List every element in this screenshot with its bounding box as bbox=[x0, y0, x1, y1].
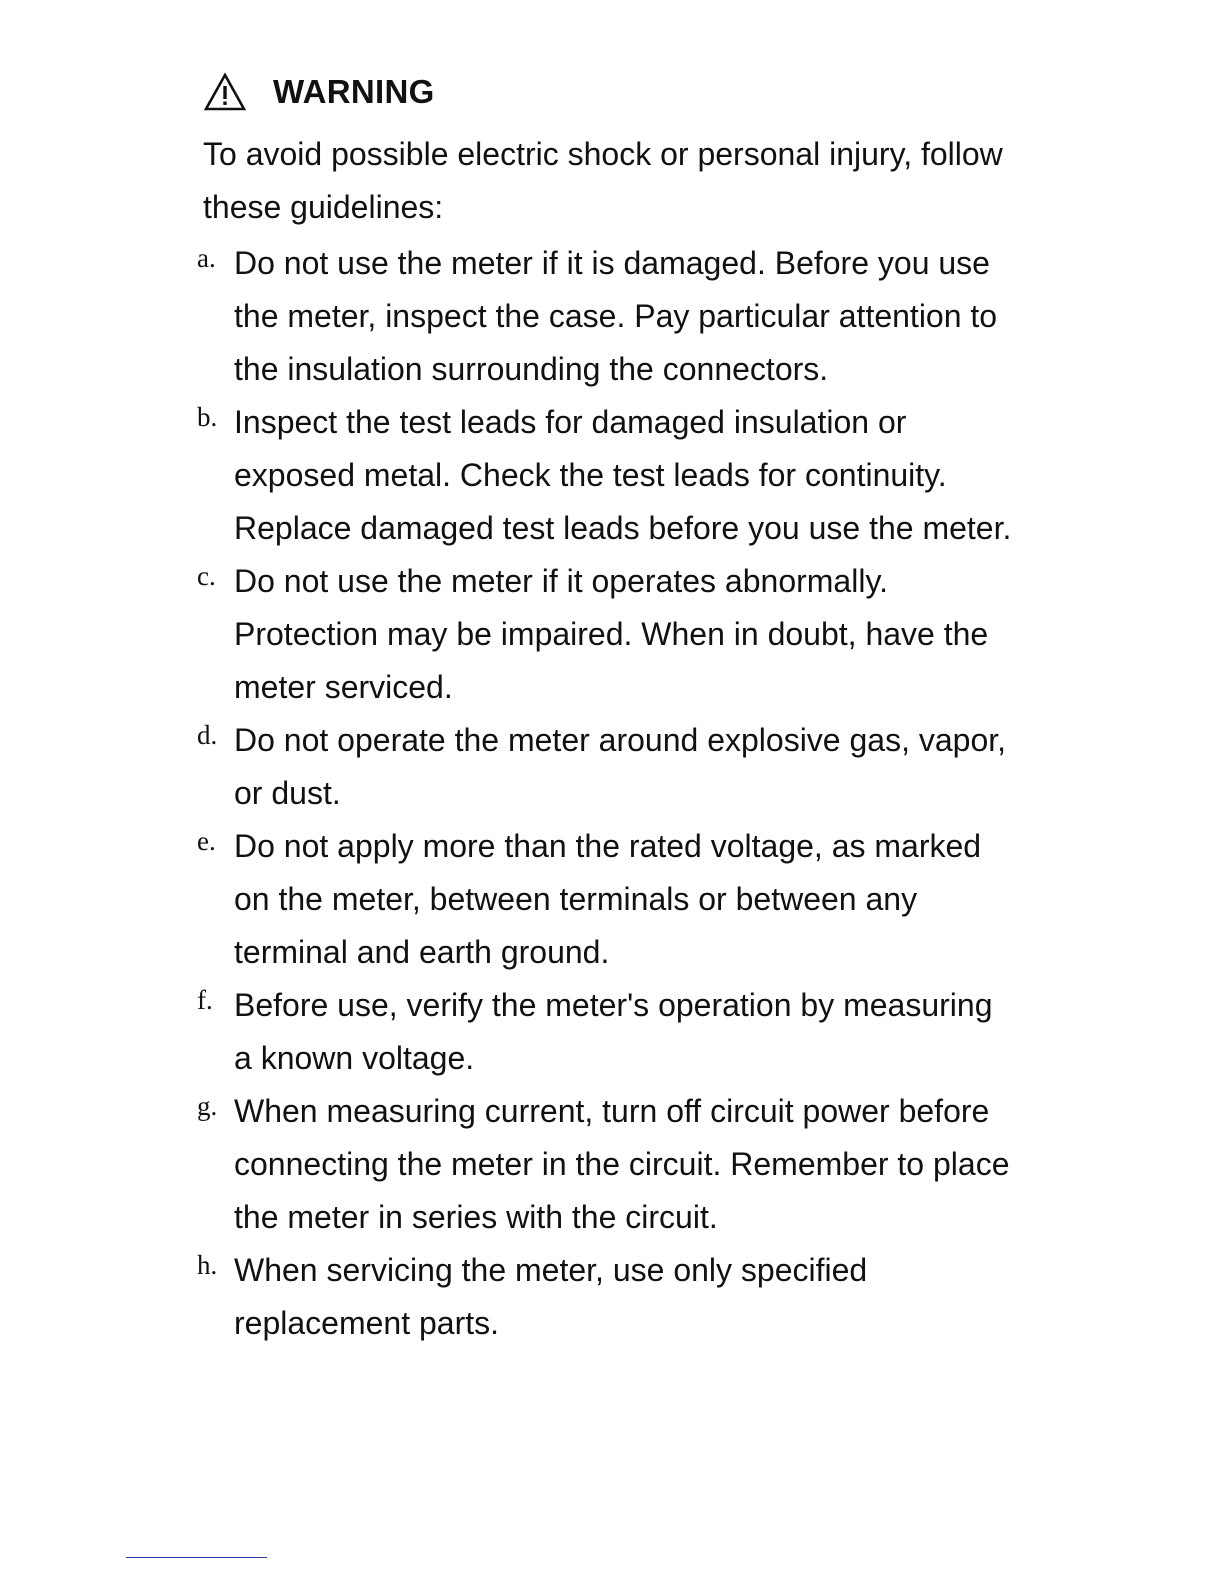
guideline-item bbox=[0, 979, 1224, 1085]
footer-rule bbox=[126, 1557, 267, 1558]
guideline-marker: c. bbox=[197, 561, 216, 591]
guidelines-list bbox=[0, 237, 1224, 1350]
guideline-text: Do not operate the meter around explosive gas, vapor, or dust. bbox=[234, 722, 1007, 811]
guideline-item bbox=[0, 1085, 1224, 1244]
guideline-item bbox=[0, 1244, 1224, 1350]
warning-title: WARNING bbox=[273, 73, 435, 110]
guideline-text: Do not use the meter if it operates abnormally. Protection may be impaired. When in doubt, have the meter serviced. bbox=[234, 563, 989, 705]
guideline-item bbox=[0, 714, 1224, 820]
guideline-marker: g. bbox=[197, 1091, 218, 1121]
guideline-text: Do not use the meter if it is damaged. Before you use the meter, inspect the case. Pay particular attention to the insulation surrounding the connectors. bbox=[234, 245, 998, 387]
warning-header bbox=[203, 64, 435, 120]
guideline-marker: e. bbox=[197, 826, 216, 856]
guideline-item bbox=[0, 820, 1224, 979]
guideline-marker: f. bbox=[197, 985, 213, 1015]
guideline-item bbox=[0, 237, 1224, 396]
guideline-marker: d. bbox=[197, 720, 218, 750]
guideline-text: Before use, verify the meter's operation by measuring a known voltage. bbox=[234, 987, 993, 1076]
guideline-marker: a. bbox=[197, 243, 216, 273]
guideline-text: Do not apply more than the rated voltage, as marked on the meter, between terminals or between any terminal and earth ground. bbox=[234, 828, 982, 970]
warning-intro: To avoid possible electric shock or personal injury, follow these guidelines: bbox=[203, 136, 1003, 225]
guideline-text: When servicing the meter, use only specified replacement parts. bbox=[234, 1252, 868, 1341]
guideline-item bbox=[0, 555, 1224, 714]
guideline-item bbox=[0, 396, 1224, 555]
warning-triangle-icon bbox=[203, 72, 273, 112]
guideline-marker: b. bbox=[197, 402, 218, 432]
guideline-text: Inspect the test leads for damaged insulation or exposed metal. Check the test leads for continuity. Replace damaged test leads before you use the meter. bbox=[234, 404, 1012, 546]
guideline-marker: h. bbox=[197, 1250, 218, 1280]
guideline-text: When measuring current, turn off circuit power before connecting the meter in the circuit. Remember to place the meter in series with the circuit. bbox=[234, 1093, 1010, 1235]
